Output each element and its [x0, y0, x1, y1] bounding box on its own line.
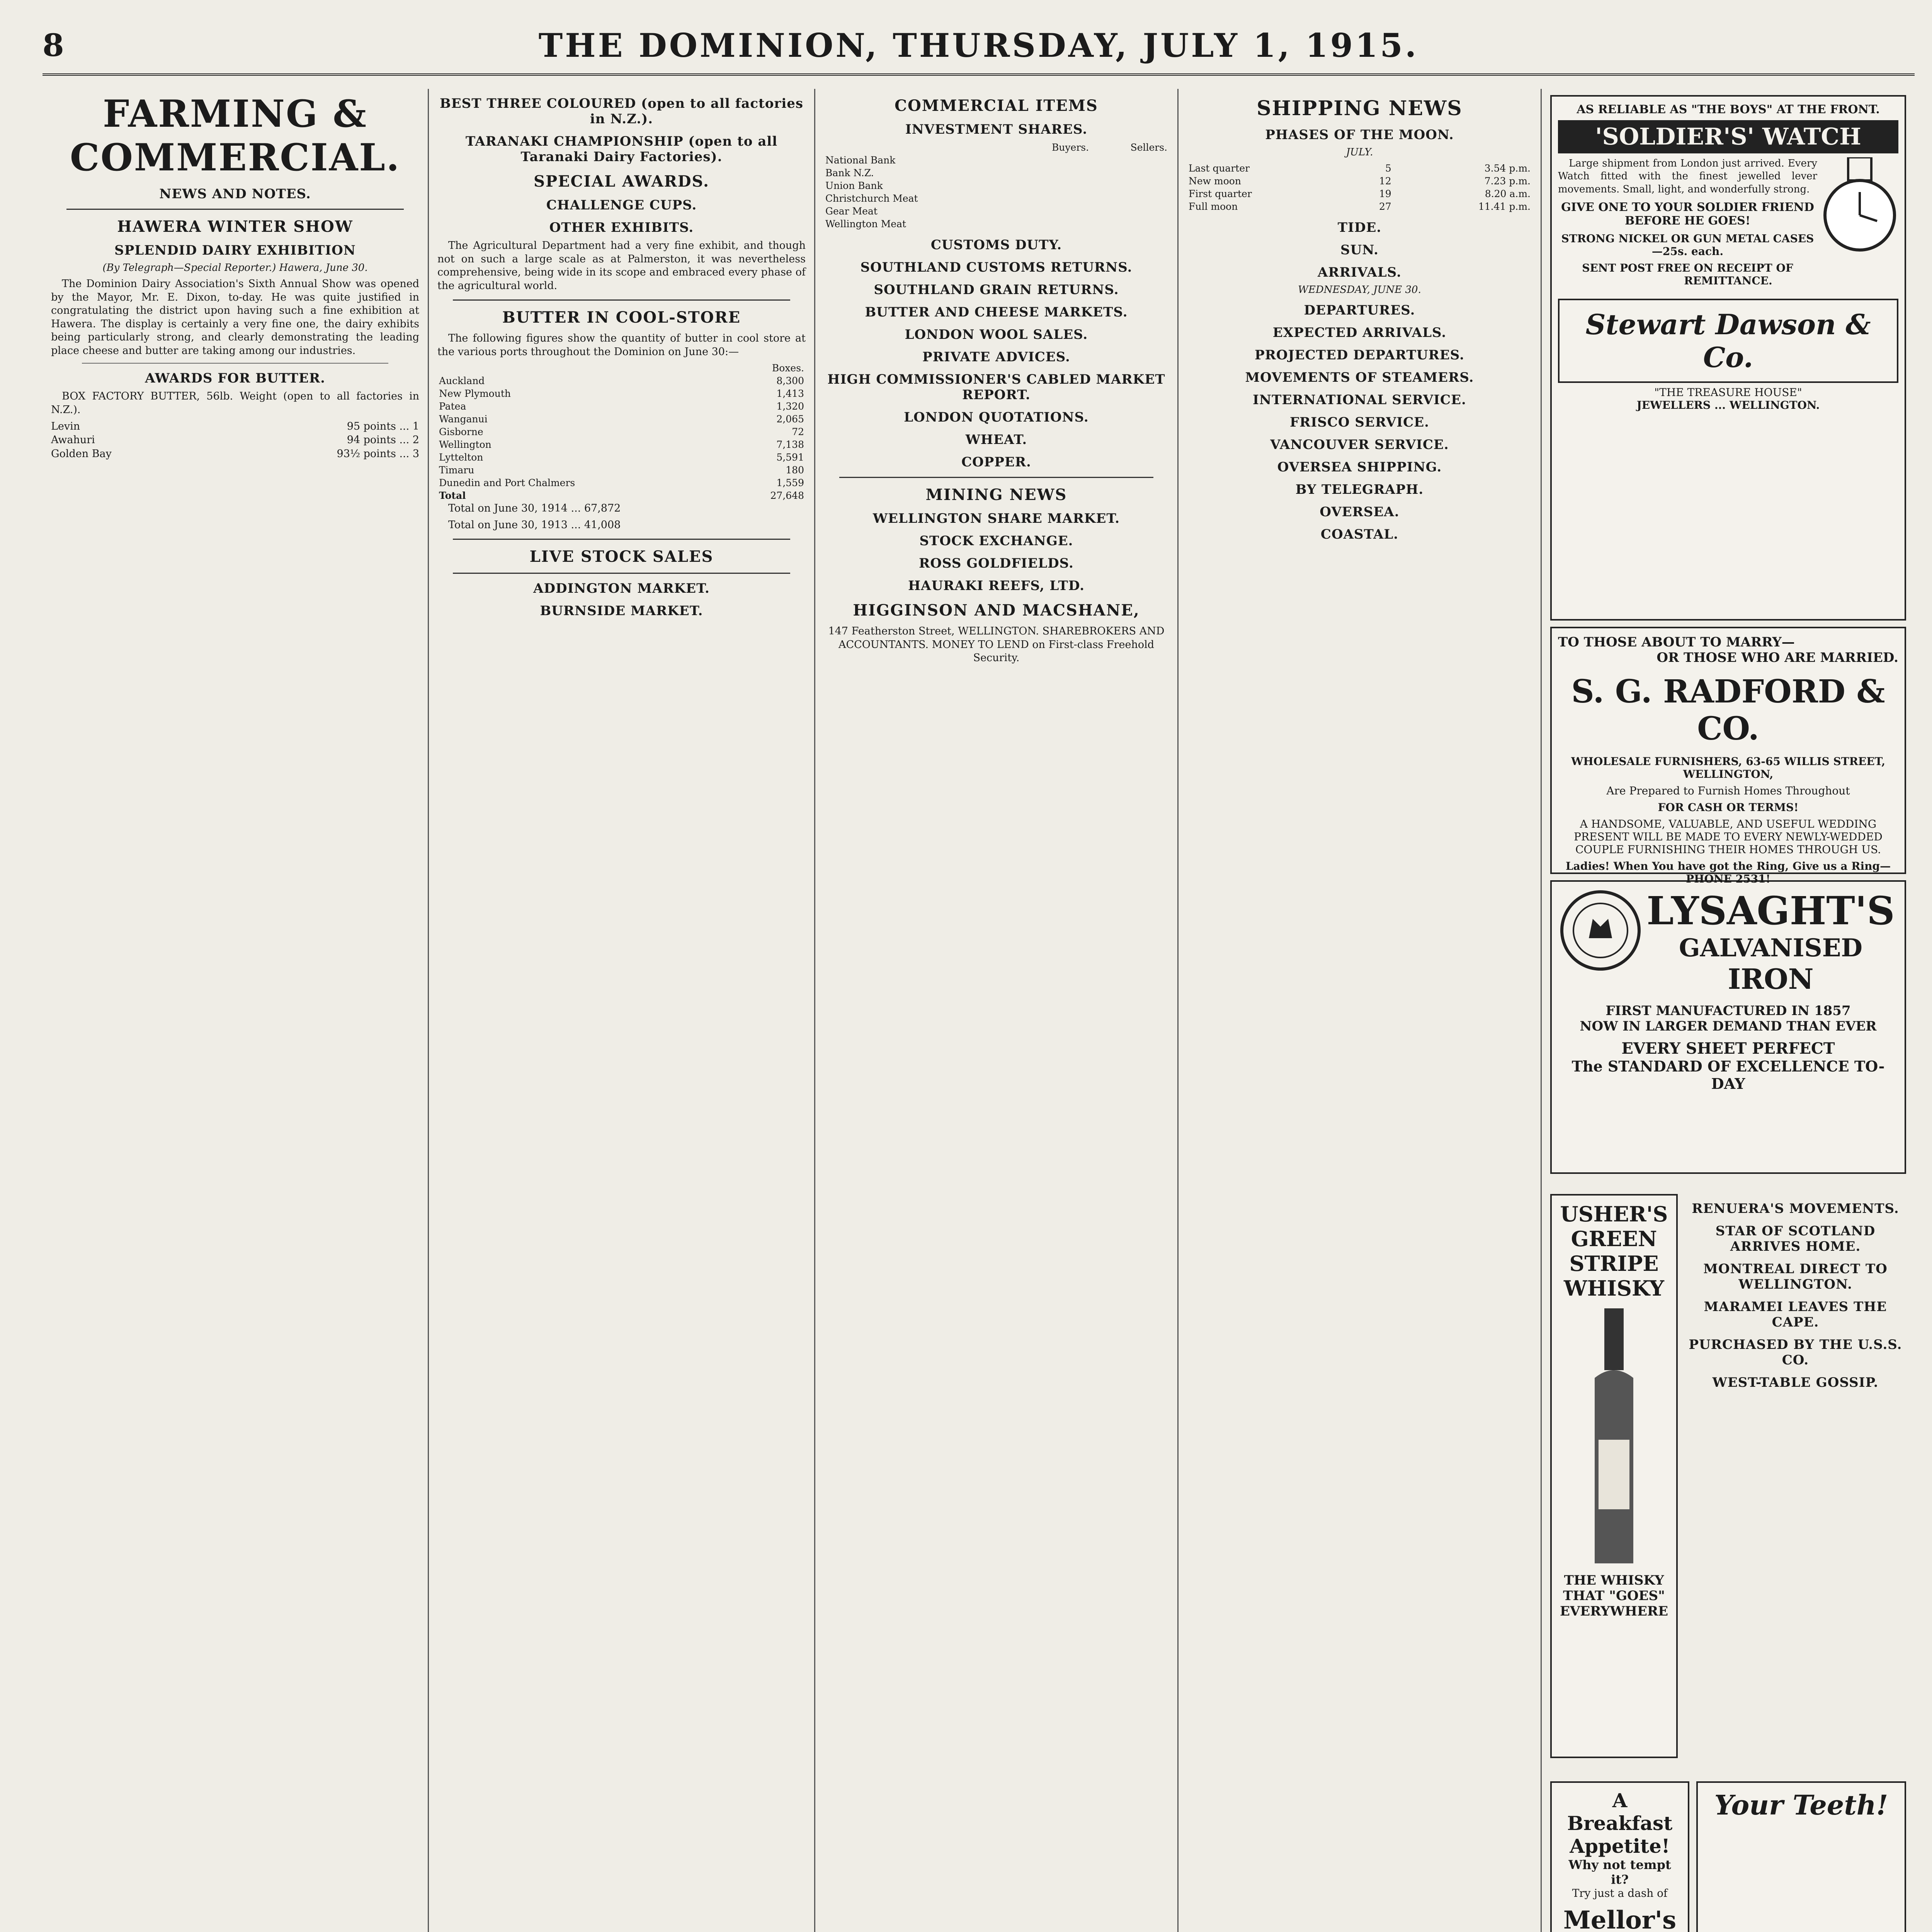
table-row: Dunedin and Port Chalmers 1,559	[439, 477, 804, 489]
commercial-heading: COMMERCIAL ITEMS	[895, 97, 1098, 115]
coastal-heading: COASTAL.	[1320, 527, 1399, 542]
lysaght-iron: IRON	[1728, 963, 1814, 995]
other-exhibits-heading: OTHER EXHIBITS.	[549, 220, 694, 235]
mellor-ad	[1550, 1781, 1689, 1932]
by-telegraph-heading: BY TELEGRAPH.	[1295, 482, 1424, 497]
mellor-line-3: Try just a dash of	[1572, 1887, 1668, 1900]
investment-heading: INVESTMENT SHARES.	[905, 122, 1088, 137]
montreal-heading: MONTREAL DIRECT TO WELLINGTON.	[1703, 1261, 1888, 1292]
teeth-ad	[1696, 1781, 1906, 1932]
watch-ad-body: Large shipment from London just arrived. Every Watch fitted with the finest jewelled lever movements. Small, light, and wonderfully strong.	[1558, 158, 1817, 195]
lysaght-standard: The STANDARD OF EXCELLENCE TO-DAY	[1571, 1058, 1885, 1092]
usher-tag: THE WHISKY THAT "GOES" EVERYWHERE	[1560, 1573, 1668, 1619]
masthead-title: THE DOMINION, THURSDAY, JULY 1, 1915.	[538, 26, 1419, 65]
maramei-heading: MARAMEI LEAVES THE CAPE.	[1704, 1299, 1887, 1330]
lysaght-perfect: EVERY SHEET PERFECT	[1621, 1039, 1835, 1058]
share-market-heading: WELLINGTON SHARE MARKET.	[872, 511, 1120, 526]
shipping-heading: SHIPPING NEWS	[1257, 97, 1463, 120]
watch-ad-cases: STRONG NICKEL OR GUN METAL CASES—25s. each.	[1561, 232, 1814, 258]
private-advices-heading: PRIVATE ADVICES.	[922, 349, 1070, 365]
arrivals-heading: ARRIVALS.	[1317, 265, 1401, 280]
customs-heading: CUSTOMS DUTY.	[930, 237, 1062, 253]
usher-ad	[1550, 1194, 1678, 1766]
frisco-heading: FRISCO SERVICE.	[1290, 415, 1429, 430]
sun-heading: SUN.	[1340, 242, 1379, 258]
list-item: Awahuri 94 points ... 2	[51, 434, 419, 446]
table-row: Total 27,648	[439, 490, 804, 502]
radford-prep: Are Prepared to Furnish Homes Throughout	[1606, 784, 1850, 797]
grain-heading: SOUTHLAND GRAIN RETURNS.	[874, 282, 1119, 298]
departures-heading: DEPARTURES.	[1304, 303, 1415, 318]
table-row: New Plymouth 1,413	[439, 388, 804, 400]
usher-title: USHER'S GREEN STRIPE WHISKY	[1560, 1202, 1668, 1301]
expected-heading: EXPECTED ARRIVALS.	[1272, 325, 1447, 340]
taranaki-heading: TARANAKI CHAMPIONSHIP (open to all Taranaki Dairy Factories).	[465, 134, 778, 165]
table-row: Union Bank	[825, 180, 883, 191]
month-label: JULY.	[1346, 146, 1373, 158]
star-scotland-heading: STAR OF SCOTLAND ARRIVES HOME.	[1715, 1223, 1876, 1254]
lysaght-ad	[1550, 880, 1906, 1174]
watch-ad-head: AS RELIABLE AS "THE BOYS" AT THE FRONT.	[1577, 103, 1880, 116]
list-item: Levin 95 points ... 1	[51, 420, 419, 433]
table-row: First quarter 19 8.20 a.m.	[1189, 188, 1531, 199]
table-row: Auckland 8,300	[439, 375, 804, 387]
copper-heading: COPPER.	[961, 454, 1031, 470]
butter-cheese-heading: BUTTER AND CHEESE MARKETS.	[865, 304, 1128, 320]
watch-ad	[1550, 95, 1906, 621]
news-5-column	[1685, 1194, 1906, 1394]
trade-mark-seal-icon	[1558, 888, 1643, 973]
challenge-cups-heading: CHALLENGE CUPS.	[546, 197, 697, 213]
radford-title: S. G. RADFORD & CO.	[1571, 673, 1885, 747]
radford-cash: FOR CASH OR TERMS!	[1658, 801, 1799, 814]
three-coloured-heading: BEST THREE COLOURED (open to all factories in N.Z.).	[439, 96, 804, 127]
list-item: Golden Bay 93½ points ... 3	[51, 447, 419, 460]
international-heading: INTERNATIONAL SERVICE.	[1253, 392, 1466, 408]
tide-heading: TIDE.	[1337, 220, 1382, 235]
lysaght-galv: GALVANISED	[1679, 934, 1862, 963]
newspaper-page	[43, 23, 1915, 1932]
arrivals-date: WEDNESDAY, JUNE 30.	[1298, 284, 1421, 296]
lysaght-mfd: FIRST MANUFACTURED IN 1857	[1605, 1003, 1851, 1019]
watch-icon	[1821, 157, 1898, 258]
gossip-heading: WEST-TABLE GOSSIP.	[1712, 1375, 1879, 1390]
stock-exchange-heading: STOCK EXCHANGE.	[919, 533, 1073, 549]
cool-store-table: Boxes. Auckland 8,300 New Plymouth 1,413 Patea 1,320 Wanganui 2,065 Gisborne 72 Wellington 7,138 Lyttelton 5,591 Timaru 180 Dunedin and Port Chalmers 1,559 Total 27,648	[437, 362, 806, 502]
wheat-heading: WHEAT.	[965, 432, 1027, 447]
lysaght-demand: NOW IN LARGER DEMAND THAN EVER	[1580, 1019, 1877, 1034]
mellor-line-1: A Breakfast Appetite!	[1567, 1789, 1673, 1857]
table-row: Wellington 7,138	[439, 439, 804, 451]
london-quotations-heading: LONDON QUOTATIONS.	[904, 410, 1089, 425]
watch-ad-give: GIVE ONE TO YOUR SOLDIER FRIEND BEFORE HE GOES!	[1561, 200, 1814, 228]
overseas-heading: OVERSEA.	[1320, 504, 1400, 520]
hauraki-heading: HAURAKI REEFS, LTD.	[908, 578, 1085, 594]
jewellers-line: JEWELLERS ... WELLINGTON.	[1636, 398, 1820, 412]
higginson-text: 147 Featherston Street, WELLINGTON. SHAREBROKERS AND ACCOUNTANTS. MONEY TO LEND on First-class Freehold Security.	[828, 625, 1165, 664]
special-awards-heading: SPECIAL AWARDS.	[534, 172, 709, 190]
table-row: National Bank	[825, 155, 896, 166]
column-2	[429, 89, 815, 1932]
radford-ad	[1550, 627, 1906, 885]
moon-table	[1187, 162, 1532, 213]
table-row: Timaru 180	[439, 464, 804, 476]
london-wool-heading: LONDON WOOL SALES.	[905, 327, 1088, 342]
butter-awards-list	[51, 420, 419, 460]
store-1913: Total on June 30, 1913 ... 41,008	[448, 519, 621, 531]
column-1	[43, 89, 429, 1932]
subsection-title: NEWS AND NOTES.	[159, 186, 311, 202]
shares-table: Buyers. Sellers. National Bank Bank N.Z. Union Bank Christchurch Meat Gear Meat Wellington Meat	[824, 141, 1169, 230]
page-number: 8	[43, 27, 64, 63]
table-row: Last quarter 5 3.54 p.m.	[1189, 163, 1531, 174]
ross-heading: ROSS GOLDFIELDS.	[919, 556, 1074, 571]
column-5	[1542, 89, 1915, 1932]
watch-ad-title: 'SOLDIER'S' WATCH	[1558, 120, 1898, 153]
show-title: HAWERA WINTER SHOW	[117, 218, 353, 236]
show-intro: The Dominion Dairy Association's Sixth Annual Show was opened by the Mayor, Mr. E. Dixon, to-day. He was quite justified in congratulating the district upon having such a fine exhibition at Hawera. The display is certainly a very fine one, the dairy exhibits being particularly strong, and clearly demonstrating the leading place cheese and butter are taking among our industries.	[51, 278, 419, 357]
table-row: Bank N.Z.	[825, 167, 874, 179]
addington-heading: ADDINGTON MARKET.	[533, 581, 710, 597]
mining-heading: MINING NEWS	[925, 486, 1067, 504]
agri-dept-text: The Agricultural Department had a very fine exhibit, and though not on such a large scale as at Palmerston, it was nevertheless comprehensive, being wide in its scope and embraced every phase of the agricultural world.	[437, 240, 806, 292]
radford-ring: Ladies! When You have got the Ring, Give us a Ring—PHONE 2531!	[1565, 860, 1891, 885]
table-row: Wanganui 2,065	[439, 413, 804, 425]
byline: (By Telegraph—Special Reporter.) Hawera, June 30.	[102, 262, 368, 274]
table-row: Lyttelton 5,591	[439, 452, 804, 463]
projected-heading: PROJECTED DEPARTURES.	[1255, 347, 1464, 363]
radford-line-1: TO THOSE ABOUT TO MARRY—	[1558, 634, 1795, 650]
masthead	[43, 23, 1915, 76]
lysaght-title: LYSAGHT'S	[1646, 888, 1895, 934]
live-stock-heading: LIVE STOCK SALES	[529, 548, 714, 566]
table-row: Wellington Meat	[825, 218, 906, 230]
cool-store-heading: BUTTER IN COOL-STORE	[502, 308, 741, 327]
moon-phases-heading: PHASES OF THE MOON.	[1265, 127, 1454, 143]
movements-heading: MOVEMENTS OF STEAMERS.	[1245, 370, 1474, 385]
radford-gift: A HANDSOME, VALUABLE, AND USEFUL WEDDING PRESENT WILL BE MADE TO EVERY NEWLY-WEDDED COUPLE FURNISHING THEIR HOMES THROUGH US.	[1574, 818, 1883, 856]
teeth-title: Your Teeth!	[1714, 1789, 1888, 1821]
treasure-house: "THE TREASURE HOUSE"	[1654, 386, 1802, 399]
vancouver-heading: VANCOUVER SERVICE.	[1270, 437, 1449, 452]
burnside-heading: BURNSIDE MARKET.	[540, 603, 703, 619]
show-subtitle: SPLENDID DAIRY EXHIBITION	[114, 243, 356, 258]
table-row: Christchurch Meat	[825, 193, 918, 204]
watch-ad-post: SENT POST FREE ON RECEIPT OF REMITTANCE.	[1582, 261, 1793, 287]
purchased-heading: PURCHASED BY THE U.S.S. CO.	[1689, 1337, 1902, 1368]
table-row: Gear Meat	[825, 206, 878, 217]
oversea-heading: OVERSEA SHIPPING.	[1277, 459, 1442, 475]
renuera-heading: RENUERA'S MOVEMENTS.	[1692, 1201, 1899, 1216]
mellor-line-2: Why not tempt it?	[1568, 1857, 1671, 1887]
table-row: Gisborne 72	[439, 426, 804, 438]
high-commissioner-heading: HIGH COMMISSIONER'S CABLED MARKET REPORT.	[827, 372, 1165, 403]
radford-line-2: OR THOSE WHO ARE MARRIED.	[1656, 650, 1898, 665]
store-1914: Total on June 30, 1914 ... 67,872	[448, 502, 621, 515]
radford-sub: WHOLESALE FURNISHERS, 63-65 WILLIS STREET, WELLINGTON,	[1571, 755, 1886, 781]
cool-store-intro: The following figures show the quantity of butter in cool store at the various ports throughout the Dominion on June 30:—	[437, 332, 806, 358]
column-4	[1179, 89, 1542, 1932]
awards-butter-heading: AWARDS FOR BUTTER.	[145, 371, 325, 386]
whisky-bottle-icon	[1571, 1301, 1656, 1571]
table-row: New moon 12 7.23 p.m.	[1189, 175, 1531, 187]
mellor-brand: Mellor's	[1563, 1906, 1677, 1932]
table-row: Full moon 27 11.41 p.m.	[1189, 201, 1531, 212]
box-factory-heading: BOX FACTORY BUTTER, 56lb. Weight (open to all factories in N.Z.).	[51, 390, 419, 416]
southland-heading: SOUTHLAND CUSTOMS RETURNS.	[860, 260, 1133, 275]
table-row: Patea 1,320	[439, 401, 804, 412]
section-title: FARMING & COMMERCIAL.	[70, 92, 401, 179]
stewart-dawson-logo: Stewart Dawson & Co.	[1558, 299, 1898, 383]
column-3	[815, 89, 1179, 1932]
higginson-heading: HIGGINSON AND MACSHANE,	[853, 601, 1140, 619]
